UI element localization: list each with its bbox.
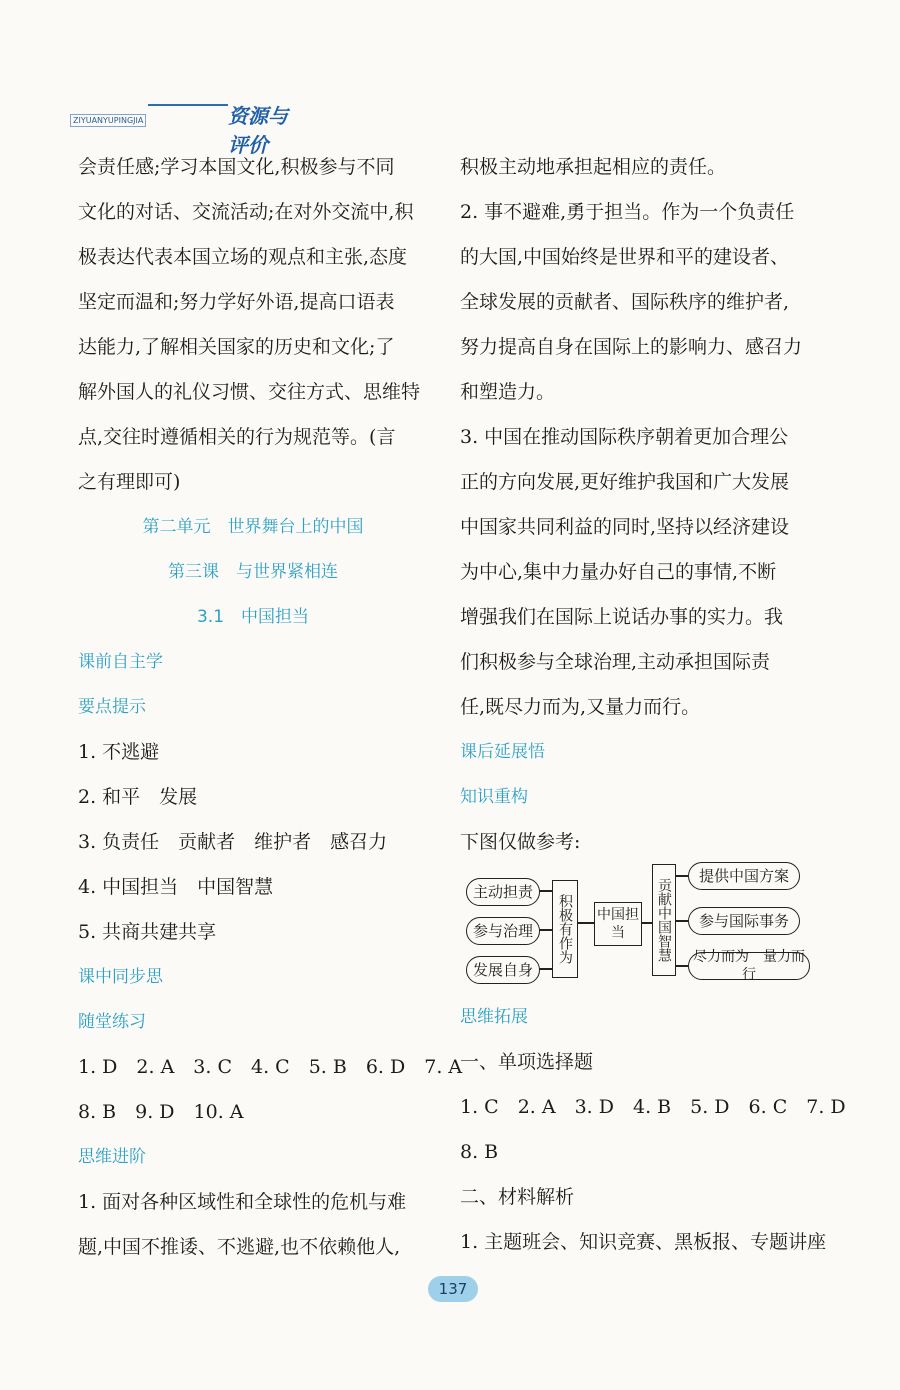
diagram-node: 积极有作为 <box>552 880 578 978</box>
point-item: 4. 中国担当 中国智慧 <box>78 876 274 898</box>
text-line: 的大国,中国始终是世界和平的建设者、 <box>460 246 790 268</box>
connector <box>576 922 594 924</box>
practice-answers: 8. B 9. D 10. A <box>78 1101 244 1123</box>
text-line: 增强我们在国际上说话办事的实力。我 <box>460 606 784 628</box>
left-column <box>78 145 463 1270</box>
text-line: 极表达代表本国立场的观点和主张,态度 <box>78 246 408 268</box>
diagram-node: 参与治理 <box>466 917 540 945</box>
heading-expand: 思维拓展 <box>460 1007 528 1027</box>
heading-advance: 思维进阶 <box>78 1147 146 1167</box>
point-item: 2. 和平 发展 <box>78 786 198 808</box>
text-line: 全球发展的贡献者、国际秩序的维护者, <box>460 291 790 313</box>
text-line: 坚定而温和;努力学好外语,提高口语表 <box>78 291 395 313</box>
text-line: 积极主动地承担起相应的责任。 <box>460 156 727 178</box>
text-line: 中国家共同利益的同时,坚持以经济建设 <box>460 516 790 538</box>
right-column-bottom <box>460 995 846 1265</box>
text-line: 努力提高自身在国际上的影响力、感召力 <box>460 336 803 358</box>
text-line: 解外国人的礼仪习惯、交往方式、思维特 <box>78 381 421 403</box>
header-pinyin: ZIYUANYUPINGJIA <box>70 114 146 127</box>
answer-line: 1. 主题班会、知识竞赛、黑板报、专题讲座 <box>460 1231 827 1253</box>
heading-practice: 随堂练习 <box>78 1012 146 1032</box>
text-line: 和塑造力。 <box>460 381 556 403</box>
diagram-node: 尽力而为 量力而行 <box>688 952 810 980</box>
text-line: 3. 中国在推动国际秩序朝着更加合理公 <box>460 426 789 448</box>
diagram-node: 贡献中国智慧 <box>652 864 676 976</box>
question-title: 一、单项选择题 <box>460 1051 594 1073</box>
answer-line: 8. B <box>460 1141 499 1163</box>
text-line: 会责任感;学习本国文化,积极参与不同 <box>78 156 395 178</box>
right-column <box>460 145 820 865</box>
connector <box>674 920 688 922</box>
reference-note: 下图仅做参考: <box>460 831 581 853</box>
heading-key-points: 要点提示 <box>78 697 146 717</box>
diagram-node: 提供中国方案 <box>688 862 800 890</box>
text-line: 达能力,了解相关国家的历史和文化;了 <box>78 336 395 358</box>
diagram-node: 发展自身 <box>466 956 540 984</box>
text-line: 们积极参与全球治理,主动承担国际责 <box>460 651 771 673</box>
heading-knowledge: 知识重构 <box>460 787 528 807</box>
text-line: 1. 面对各种区域性和全球性的危机与难 <box>78 1191 407 1213</box>
text-line: 文化的对话、交流活动;在对外交流中,积 <box>78 201 414 223</box>
text-line: 2. 事不避难,勇于担当。作为一个负责任 <box>460 201 795 223</box>
page-number: 137 <box>428 1276 478 1302</box>
diagram-node: 主动担责 <box>466 878 540 906</box>
text-line: 为中心,集中力量办好自己的事情,不断 <box>460 561 777 583</box>
text-line: 之有理即可) <box>78 471 181 493</box>
heading-after-class: 课后延展悟 <box>460 742 545 762</box>
text-line: 题,中国不推诿、不逃避,也不依赖他人, <box>78 1236 401 1258</box>
connector <box>538 890 552 892</box>
connector <box>538 968 552 970</box>
lesson-title: 第三课 与世界紧相连 <box>168 562 338 582</box>
diagram-center-node: 中国担当 <box>594 902 642 946</box>
heading-in-class: 课中同步思 <box>78 967 163 987</box>
question-title: 二、材料解析 <box>460 1186 575 1208</box>
point-item: 3. 负责任 贡献者 维护者 感召力 <box>78 831 388 853</box>
header-arrow-icon <box>148 104 228 106</box>
answer-line: 1. C 2. A 3. D 4. B 5. D 6. C 7. D <box>460 1096 846 1118</box>
heading-pre-class: 课前自主学 <box>78 652 163 672</box>
text-line: 正的方向发展,更好维护我国和广大发展 <box>460 471 790 493</box>
connector <box>674 965 688 967</box>
section-title: 3.1 中国担当 <box>196 607 310 627</box>
practice-answers: 1. D 2. A 3. C 4. C 5. B 6. D 7. A <box>78 1056 463 1078</box>
header-title: 资源与评价 <box>228 104 288 157</box>
text-line: 点,交往时遵循相关的行为规范等。(言 <box>78 426 396 448</box>
page-header <box>70 98 300 157</box>
connector <box>674 875 688 877</box>
diagram-node: 参与国际事务 <box>688 907 800 935</box>
connector <box>538 929 552 931</box>
unit-title: 第二单元 世界舞台上的中国 <box>142 517 364 537</box>
point-item: 5. 共商共建共享 <box>78 921 217 943</box>
point-item: 1. 不逃避 <box>78 741 160 763</box>
text-line: 任,既尽力而为,又量力而行。 <box>460 696 701 718</box>
knowledge-diagram <box>462 862 812 984</box>
